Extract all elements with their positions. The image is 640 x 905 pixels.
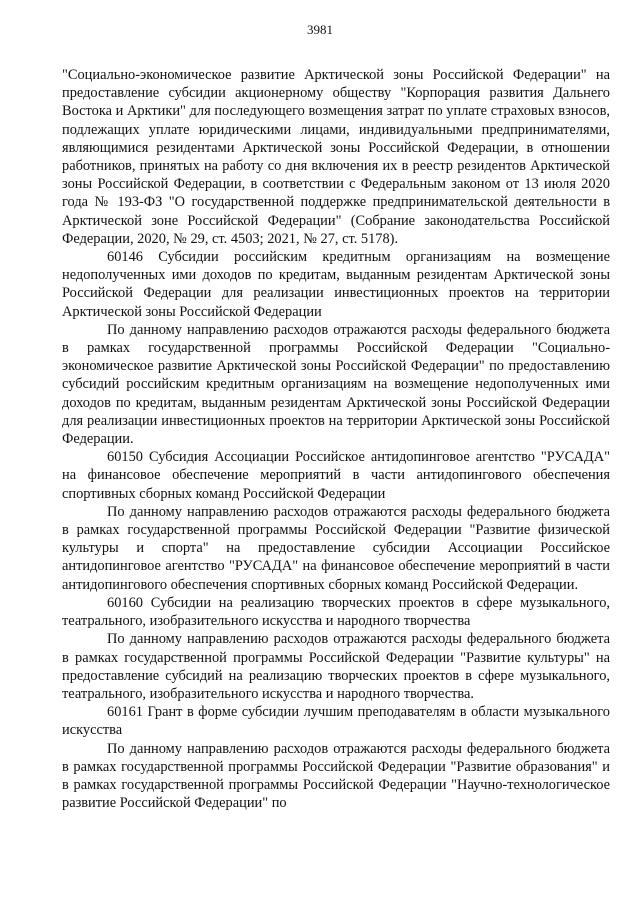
- paragraph-heading-60150: 60150 Субсидия Ассоциации Российское антидопинговое агентство "РУСАДА" на финансовое обеспечение мероприятий в части антидопингового обеспечения спортивных сборных команд Российской Федерации: [62, 449, 610, 502]
- paragraph-description-60150: По данному направлению расходов отражаются расходы федерального бюджета в рамках государственной программы Российской Федерации "Развитие физической культуры и спорта" на предоставление субсидии Ассоциации Российское антидопинговое агентство "РУСАДА" на финансовое обеспечение мероприятий в части антидопингового обеспечения спортивных сборных команд Российской Федерации.: [62, 503, 610, 593]
- paragraph-heading-60146: 60146 Субсидии российским кредитным организациям на возмещение недополученных ими доходов по кредитам, выданным резидентам Арктической зоны Российской Федерации для реализации инвестиционных проектов на территории Арктической зоны Российской Федерации: [62, 249, 610, 320]
- paragraph-heading-60161: 60161 Грант в форме субсидии лучшим преподавателям в области музыкального искусства: [62, 704, 610, 739]
- paragraph-description-60161: По данному направлению расходов отражаются расходы федерального бюджета в рамках государственной программы Российской Федерации "Развитие образования" и в рамках государственной программы Российской Федерации "Научно-технологическое развитие Российской Федерации" по: [62, 740, 610, 812]
- document-body: [62, 66, 610, 812]
- paragraph-continuation: "Социально-экономическое развитие Арктической зоны Российской Федерации" на предоставление субсидии акционерному обществу "Корпорация развития Дальнего Востока и Арктики" для последующего возмещения затрат по уплате страховых взносов, подлежащих уплате юридическими лицами, индивидуальными предпринимателями, являющимися резидентами Арктической зоны Российской Федерации, в отношении работников, принятых на работу со дня включения их в реестр резидентов Арктической зоны Российской Федерации, в соответствии с Федеральным законом от 13 июля 2020 года № 193-ФЗ "О государственной поддержке предпринимательской деятельности в Арктической зоне Российской Федерации" (Собрание законодательства Российской Федерации, 2020, № 29, ст. 4503; 2021, № 27, ст. 5178).: [62, 67, 610, 247]
- paragraph-description-60160: По данному направлению расходов отражаются расходы федерального бюджета в рамках государственной программы Российской Федерации "Развитие культуры" на предоставление субсидий на реализацию творческих проектов в сфере музыкального, театрального, изобразительного искусства и народного творчества.: [62, 631, 610, 702]
- paragraph-heading-60160: 60160 Субсидии на реализацию творческих проектов в сфере музыкального, театрального, изобразительного искусства и народного творчества: [62, 594, 610, 630]
- page-number: 3981: [307, 22, 333, 37]
- paragraph-description-60146: По данному направлению расходов отражаются расходы федерального бюджета в рамках государственной программы Российской Федерации "Социально-экономическое развитие Арктической зоны Российской Федерации" по предоставлению субсидий российским кредитным организациям на возмещение недополученных ими доходов по кредитам, выданным резидентам Арктической зоны Российской Федерации для реализации инвестиционных проектов на территории Арктической зоны Российской Федерации.: [62, 321, 610, 448]
